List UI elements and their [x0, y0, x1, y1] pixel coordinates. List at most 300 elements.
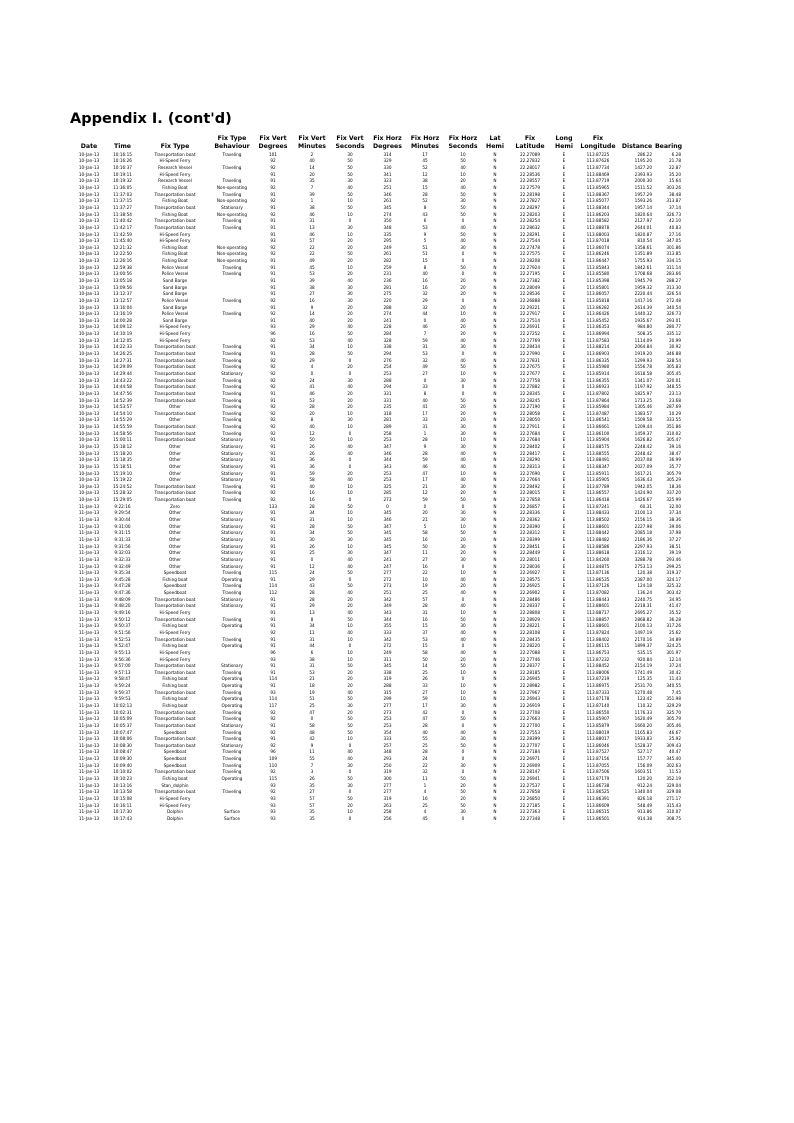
table-cell: 37.34: [669, 510, 681, 516]
table-cell: 22.27190: [520, 404, 540, 410]
table-cell: 58: [422, 649, 428, 655]
table-cell: 10-Jan-13: [78, 357, 100, 363]
table-cell: 22.27832: [520, 158, 540, 164]
table-cell: 1945.79: [634, 277, 652, 283]
table-cell: Traveling: [222, 762, 242, 768]
table-cell: 22.28345: [520, 390, 540, 396]
table-cell: 157.77: [637, 756, 652, 762]
table-row: [72, 185, 683, 192]
table-cell: 305.83: [666, 364, 681, 370]
table-cell: 1426.67: [634, 497, 652, 503]
table-row: [72, 756, 683, 763]
table-cell: 43: [422, 211, 428, 217]
table-cell: N: [493, 676, 497, 682]
table-cell: 93: [270, 802, 276, 808]
table-cell: Hi-Speed Ferry: [159, 324, 191, 330]
table-cell: 10:05:37: [113, 722, 132, 728]
table-cell: 14:52:39: [113, 397, 132, 403]
table-cell: 20: [347, 709, 353, 715]
table-cell: 53: [422, 636, 428, 642]
table-cell: N: [493, 583, 497, 589]
table-cell: E: [562, 736, 566, 742]
table-cell: 22.28399: [520, 536, 540, 542]
table-cell: E: [562, 151, 566, 157]
table-cell: 40: [460, 457, 466, 463]
table-cell: N: [493, 238, 497, 244]
table-cell: 136.24: [637, 590, 652, 596]
table-cell: 40: [347, 324, 353, 330]
table-cell: 92: [270, 789, 276, 795]
table-cell: 20: [460, 331, 466, 337]
table-cell: 16: [309, 497, 315, 503]
table-cell: 22.27746: [520, 656, 540, 662]
table-cell: 305.47: [666, 437, 681, 443]
table-cell: 22.28147: [520, 769, 540, 775]
table-cell: Stationary: [221, 550, 243, 556]
table-cell: 20: [460, 410, 466, 416]
table-cell: N: [493, 271, 497, 277]
table-cell: 113.88575: [586, 444, 610, 449]
table-cell: 25: [309, 702, 315, 708]
table-cell: 23.13: [669, 390, 681, 396]
table-cell: 11:38:54: [113, 211, 132, 217]
table-cell: 28: [422, 722, 428, 728]
table-cell: N: [493, 762, 497, 768]
table-cell: N: [493, 158, 497, 164]
table-cell: 2753.13: [634, 563, 652, 569]
table-row: [72, 265, 683, 272]
table-cell: E: [562, 284, 566, 290]
table-cell: Non-operating: [216, 185, 248, 191]
table-cell: 1497.19: [634, 629, 652, 635]
table-cell: 29: [309, 603, 315, 609]
table-cell: 91: [270, 576, 276, 582]
table-cell: 22.26943: [520, 696, 540, 702]
table-cell: 20: [460, 795, 466, 801]
table-cell: Other: [169, 404, 181, 410]
table-cell: 10-Jan-13: [78, 211, 100, 217]
table-cell: 1340.04: [634, 789, 652, 795]
table-cell: 305.45: [666, 370, 681, 376]
table-cell: N: [493, 510, 497, 516]
column-header: Lat: [489, 135, 501, 142]
table-cell: Other: [169, 477, 181, 483]
table-row: [72, 444, 683, 451]
table-cell: 355: [383, 623, 392, 629]
table-row: [72, 218, 683, 225]
table-cell: 113.86535: [586, 576, 610, 582]
table-cell: 15:18:20: [113, 450, 132, 456]
table-cell: 10-Jan-13: [78, 151, 100, 157]
table-cell: 91: [270, 610, 276, 616]
table-cell: 10:13:58: [113, 789, 132, 795]
table-cell: 256: [383, 815, 392, 821]
table-cell: 22.28221: [520, 623, 540, 629]
table-cell: 11-Jan-13: [78, 756, 100, 762]
table-cell: 113.87232: [586, 656, 610, 662]
table-cell: 20: [347, 397, 353, 403]
table-cell: 91: [270, 291, 276, 297]
table-row: [72, 683, 683, 690]
table-cell: 345: [383, 530, 392, 536]
table-cell: 20.99: [669, 337, 681, 343]
table-cell: N: [493, 211, 497, 217]
table-cell: 109: [269, 756, 277, 762]
table-cell: 10: [347, 437, 353, 443]
table-cell: 30: [460, 510, 466, 516]
table-row: [72, 258, 683, 265]
column-header: Hemi: [486, 143, 504, 151]
table-cell: 22.26850: [520, 795, 540, 801]
table-cell: 18.36: [669, 483, 681, 489]
table-cell: E: [562, 556, 566, 562]
table-cell: 14: [422, 663, 428, 669]
table-cell: 22.28220: [520, 643, 540, 649]
table-row: [72, 417, 683, 424]
table-cell: 12: [309, 563, 315, 569]
table-cell: E: [562, 311, 566, 317]
table-cell: 25: [422, 742, 428, 748]
table-cell: 28: [309, 404, 315, 410]
table-cell: 10-Jan-13: [78, 490, 100, 496]
table-cell: 1299.93: [634, 357, 652, 363]
table-cell: 1556.78: [634, 364, 652, 370]
table-cell: Transportation boat: [154, 722, 196, 728]
table-cell: 4: [423, 809, 427, 815]
table-cell: 11-Jan-13: [78, 676, 100, 682]
table-cell: N: [493, 729, 497, 735]
table-cell: N: [493, 185, 497, 191]
table-cell: 0: [461, 676, 465, 682]
table-row: [72, 550, 683, 557]
table-cell: E: [562, 676, 566, 682]
table-cell: N: [493, 251, 497, 257]
table-row: [72, 650, 683, 657]
table-cell: E: [562, 457, 566, 463]
table-cell: 22.28015: [520, 490, 540, 496]
column-header: Fix Horz: [373, 135, 402, 142]
table-cell: 9:31:15: [114, 530, 131, 536]
table-row: [72, 530, 683, 537]
table-cell: 1511.52: [634, 185, 652, 191]
table-cell: 1899.37: [634, 643, 652, 649]
table-cell: E: [562, 643, 566, 649]
table-cell: Fishing Boat: [162, 258, 188, 264]
table-cell: 2248.42: [634, 450, 652, 456]
table-cell: 11-Jan-13: [78, 709, 100, 715]
table-cell: 22.28108: [520, 629, 540, 635]
table-cell: 4: [310, 364, 314, 370]
table-cell: 30: [460, 809, 466, 815]
table-cell: 50: [347, 570, 353, 576]
table-row: [72, 716, 683, 723]
table-cell: Fishing boat: [162, 776, 188, 782]
table-cell: 50: [460, 663, 466, 669]
table-cell: 274: [383, 211, 392, 217]
table-cell: Speedboat: [163, 762, 187, 768]
table-cell: 10-Jan-13: [78, 404, 100, 410]
table-cell: 2154.19: [634, 663, 652, 669]
table-cell: 10: [347, 264, 353, 270]
table-cell: 0: [461, 749, 465, 755]
table-cell: 11:37:15: [113, 198, 132, 204]
table-cell: N: [493, 629, 497, 635]
table-cell: Traveling: [222, 729, 242, 735]
table-cell: 11-Jan-13: [78, 729, 100, 735]
table-cell: E: [562, 696, 566, 702]
table-cell: 10: [460, 523, 466, 529]
table-cell: [211, 158, 253, 165]
table-cell: 11-Jan-13: [78, 749, 100, 755]
table-cell: 0: [386, 503, 389, 509]
table-cell: 11-Jan-13: [78, 702, 100, 708]
table-cell: 113.88019: [586, 729, 610, 735]
table-cell: 22: [422, 762, 428, 768]
table-cell: 113.87527: [586, 749, 610, 755]
table-cell: 9:30:44: [114, 517, 131, 523]
table-cell: 156.09: [637, 762, 652, 768]
table-cell: 272: [383, 576, 392, 582]
table-cell: 1424.90: [634, 490, 652, 496]
table-cell: 0: [461, 258, 465, 264]
table-row: [72, 338, 683, 345]
table-cell: 22.28203: [520, 211, 540, 217]
table-cell: 92: [270, 185, 276, 191]
table-cell: 342: [383, 596, 392, 602]
table-cell: 9:31:33: [114, 536, 131, 542]
table-cell: 32: [422, 357, 428, 363]
table-cell: Stationary: [221, 204, 243, 210]
table-cell: 11.43: [669, 676, 681, 682]
table-cell: 14:58:56: [113, 430, 132, 436]
table-cell: Other: [169, 457, 181, 463]
table-row: [72, 391, 683, 398]
table-cell: 8: [310, 417, 314, 423]
table-cell: 40: [460, 357, 466, 363]
table-cell: E: [562, 523, 566, 529]
table-cell: 309.43: [666, 742, 681, 748]
table-cell: 115: [269, 570, 277, 576]
table-cell: 92: [270, 337, 276, 343]
table-cell: 15: [422, 185, 428, 191]
table-cell: 91: [270, 344, 276, 350]
table-cell: 11-Jan-13: [78, 663, 100, 669]
table-cell: E: [562, 390, 566, 396]
table-row: [72, 198, 683, 205]
table-cell: 31: [309, 663, 315, 669]
table-cell: 60.31: [640, 503, 652, 509]
table-cell: 257: [383, 742, 392, 748]
table-cell: 22.28017: [520, 165, 540, 171]
table-cell: Other: [169, 543, 181, 549]
table-cell: Traveling: [222, 669, 242, 675]
table-cell: E: [562, 397, 566, 403]
table-cell: 2227.98: [634, 523, 652, 529]
table-cell: 9:58:47: [114, 676, 131, 682]
table-cell: 11:42:17: [113, 224, 132, 230]
table-cell: Fishing Boat: [162, 211, 188, 217]
table-row: [72, 524, 683, 531]
table-cell: E: [562, 251, 566, 257]
table-cell: 113.86426: [586, 311, 610, 317]
table-cell: 10-Jan-13: [78, 158, 100, 164]
table-cell: 93: [270, 815, 276, 821]
table-cell: 340.54: [666, 304, 681, 310]
table-cell: 9:59:24: [114, 683, 131, 689]
table-cell: 10: [460, 151, 466, 157]
table-cell: 0: [461, 643, 465, 649]
table-cell: 346.88: [666, 351, 681, 357]
table-cell: 10-Jan-13: [78, 218, 100, 224]
column-header: Degrees: [373, 143, 402, 151]
table-cell: 11-Jan-13: [78, 696, 100, 702]
table-cell: 338: [383, 344, 392, 350]
table-cell: E: [562, 384, 566, 390]
table-cell: 11-Jan-13: [78, 722, 100, 728]
table-cell: Transportation boat: [154, 224, 196, 230]
table-cell: 6.28: [671, 151, 681, 157]
table-cell: 22: [309, 251, 315, 257]
table-cell: 51: [309, 696, 315, 702]
table-cell: N: [493, 656, 497, 662]
table-cell: 40: [460, 636, 466, 642]
table-cell: 50: [422, 656, 428, 662]
table-cell: E: [562, 437, 566, 443]
table-cell: Traveling: [222, 490, 242, 496]
table-cell: 22.28291: [520, 231, 540, 237]
table-cell: 10: [347, 410, 353, 416]
table-cell: 8: [310, 616, 314, 622]
table-cell: 11-Jan-13: [78, 517, 100, 523]
table-row: [72, 305, 683, 312]
table-cell: 22.27769: [520, 337, 540, 343]
table-cell: 52: [422, 198, 428, 204]
table-row: [72, 384, 683, 391]
table-cell: 1933.83: [634, 736, 652, 742]
table-cell: [211, 650, 253, 657]
table-cell: 325.32: [666, 583, 681, 589]
table-cell: 50: [460, 158, 466, 164]
table-cell: 113.88214: [586, 344, 610, 350]
table-cell: 10-Jan-13: [78, 444, 100, 449]
table-cell: 53: [309, 669, 315, 675]
table-cell: 10-Jan-13: [78, 344, 100, 350]
table-cell: 1427.20: [634, 165, 652, 171]
table-cell: Operating: [221, 696, 243, 702]
table-row: [72, 749, 683, 756]
table-cell: 113.88717: [586, 610, 610, 616]
table-cell: 26: [422, 676, 428, 682]
table-cell: 10-Jan-13: [78, 417, 100, 423]
table-row: [72, 298, 683, 305]
table-row: [72, 271, 683, 278]
table-cell: 113.88443: [586, 596, 610, 602]
table-cell: Stationary: [221, 470, 243, 476]
table-cell: Traveling: [222, 616, 242, 622]
table-cell: E: [562, 663, 566, 669]
table-cell: 317.26: [666, 623, 681, 629]
table-cell: 92: [270, 297, 276, 303]
table-cell: 22.28313: [520, 463, 540, 469]
table-cell: 113.86525: [586, 789, 610, 795]
table-cell: 50: [460, 789, 466, 795]
table-cell: 2240.75: [634, 596, 652, 602]
table-cell: 11-Jan-13: [78, 636, 100, 642]
table-cell: 24: [309, 377, 315, 383]
table-cell: 22.27184: [520, 749, 540, 755]
table-cell: 0: [423, 317, 427, 323]
table-cell: N: [493, 397, 497, 403]
table-cell: Speedboat: [163, 590, 187, 596]
table-cell: 9:55:13: [114, 649, 131, 655]
table-cell: 25: [309, 550, 315, 556]
table-cell: 10: [460, 311, 466, 317]
table-cell: 9:35:34: [114, 570, 131, 576]
table-cell: 92: [270, 198, 276, 204]
table-cell: 10:09:40: [113, 762, 132, 768]
table-cell: 348.55: [666, 384, 681, 390]
table-cell: 50: [347, 191, 353, 197]
table-cell: 40: [347, 689, 353, 695]
column-header: [72, 135, 106, 143]
table-cell: Stationary: [221, 722, 243, 728]
table-cell: 347: [383, 523, 392, 529]
table-cell: [211, 285, 253, 292]
table-cell: 45: [422, 815, 428, 821]
table-cell: 313.87: [666, 198, 681, 204]
table-cell: 319: [383, 769, 392, 775]
table-row: [72, 544, 683, 551]
table-cell: Traveling: [222, 364, 242, 370]
table-row: [72, 776, 683, 783]
table-cell: N: [493, 576, 497, 582]
table-cell: Police Vessel: [161, 297, 189, 303]
table-cell: 20: [347, 683, 353, 689]
table-cell: E: [562, 258, 566, 264]
table-cell: 10-Jan-13: [78, 165, 100, 171]
table-cell: E: [562, 264, 566, 270]
table-row: [72, 583, 683, 590]
table-cell: 59: [422, 696, 428, 702]
table-cell: 50: [347, 716, 353, 722]
table-cell: 55: [309, 756, 315, 762]
table-cell: 314: [383, 151, 392, 157]
table-row: [72, 484, 683, 491]
table-cell: 31: [422, 424, 428, 430]
table-cell: 113.88452: [586, 663, 610, 669]
table-row: [72, 663, 683, 670]
table-cell: E: [562, 417, 566, 423]
table-cell: 20: [347, 238, 353, 244]
table-cell: Traveling: [222, 344, 242, 350]
table-cell: 11:36:05: [113, 185, 132, 191]
table-cell: E: [562, 324, 566, 330]
table-cell: 9:49:16: [114, 610, 131, 616]
table-cell: 22.28536: [520, 171, 540, 177]
table-cell: 253: [383, 716, 392, 722]
table-cell: 59: [422, 337, 428, 343]
table-cell: Transportation boat: [154, 204, 196, 210]
table-cell: 527.17: [637, 749, 652, 755]
column-header: Fix Vert: [336, 135, 364, 142]
table-cell: 21: [422, 483, 428, 489]
table-cell: E: [562, 742, 566, 748]
table-row: [72, 251, 683, 258]
table-cell: 7.45: [671, 689, 681, 695]
table-cell: 113.87333: [586, 689, 610, 695]
table-cell: 113.86115: [586, 643, 610, 649]
table-cell: Transportation boat: [154, 430, 196, 436]
